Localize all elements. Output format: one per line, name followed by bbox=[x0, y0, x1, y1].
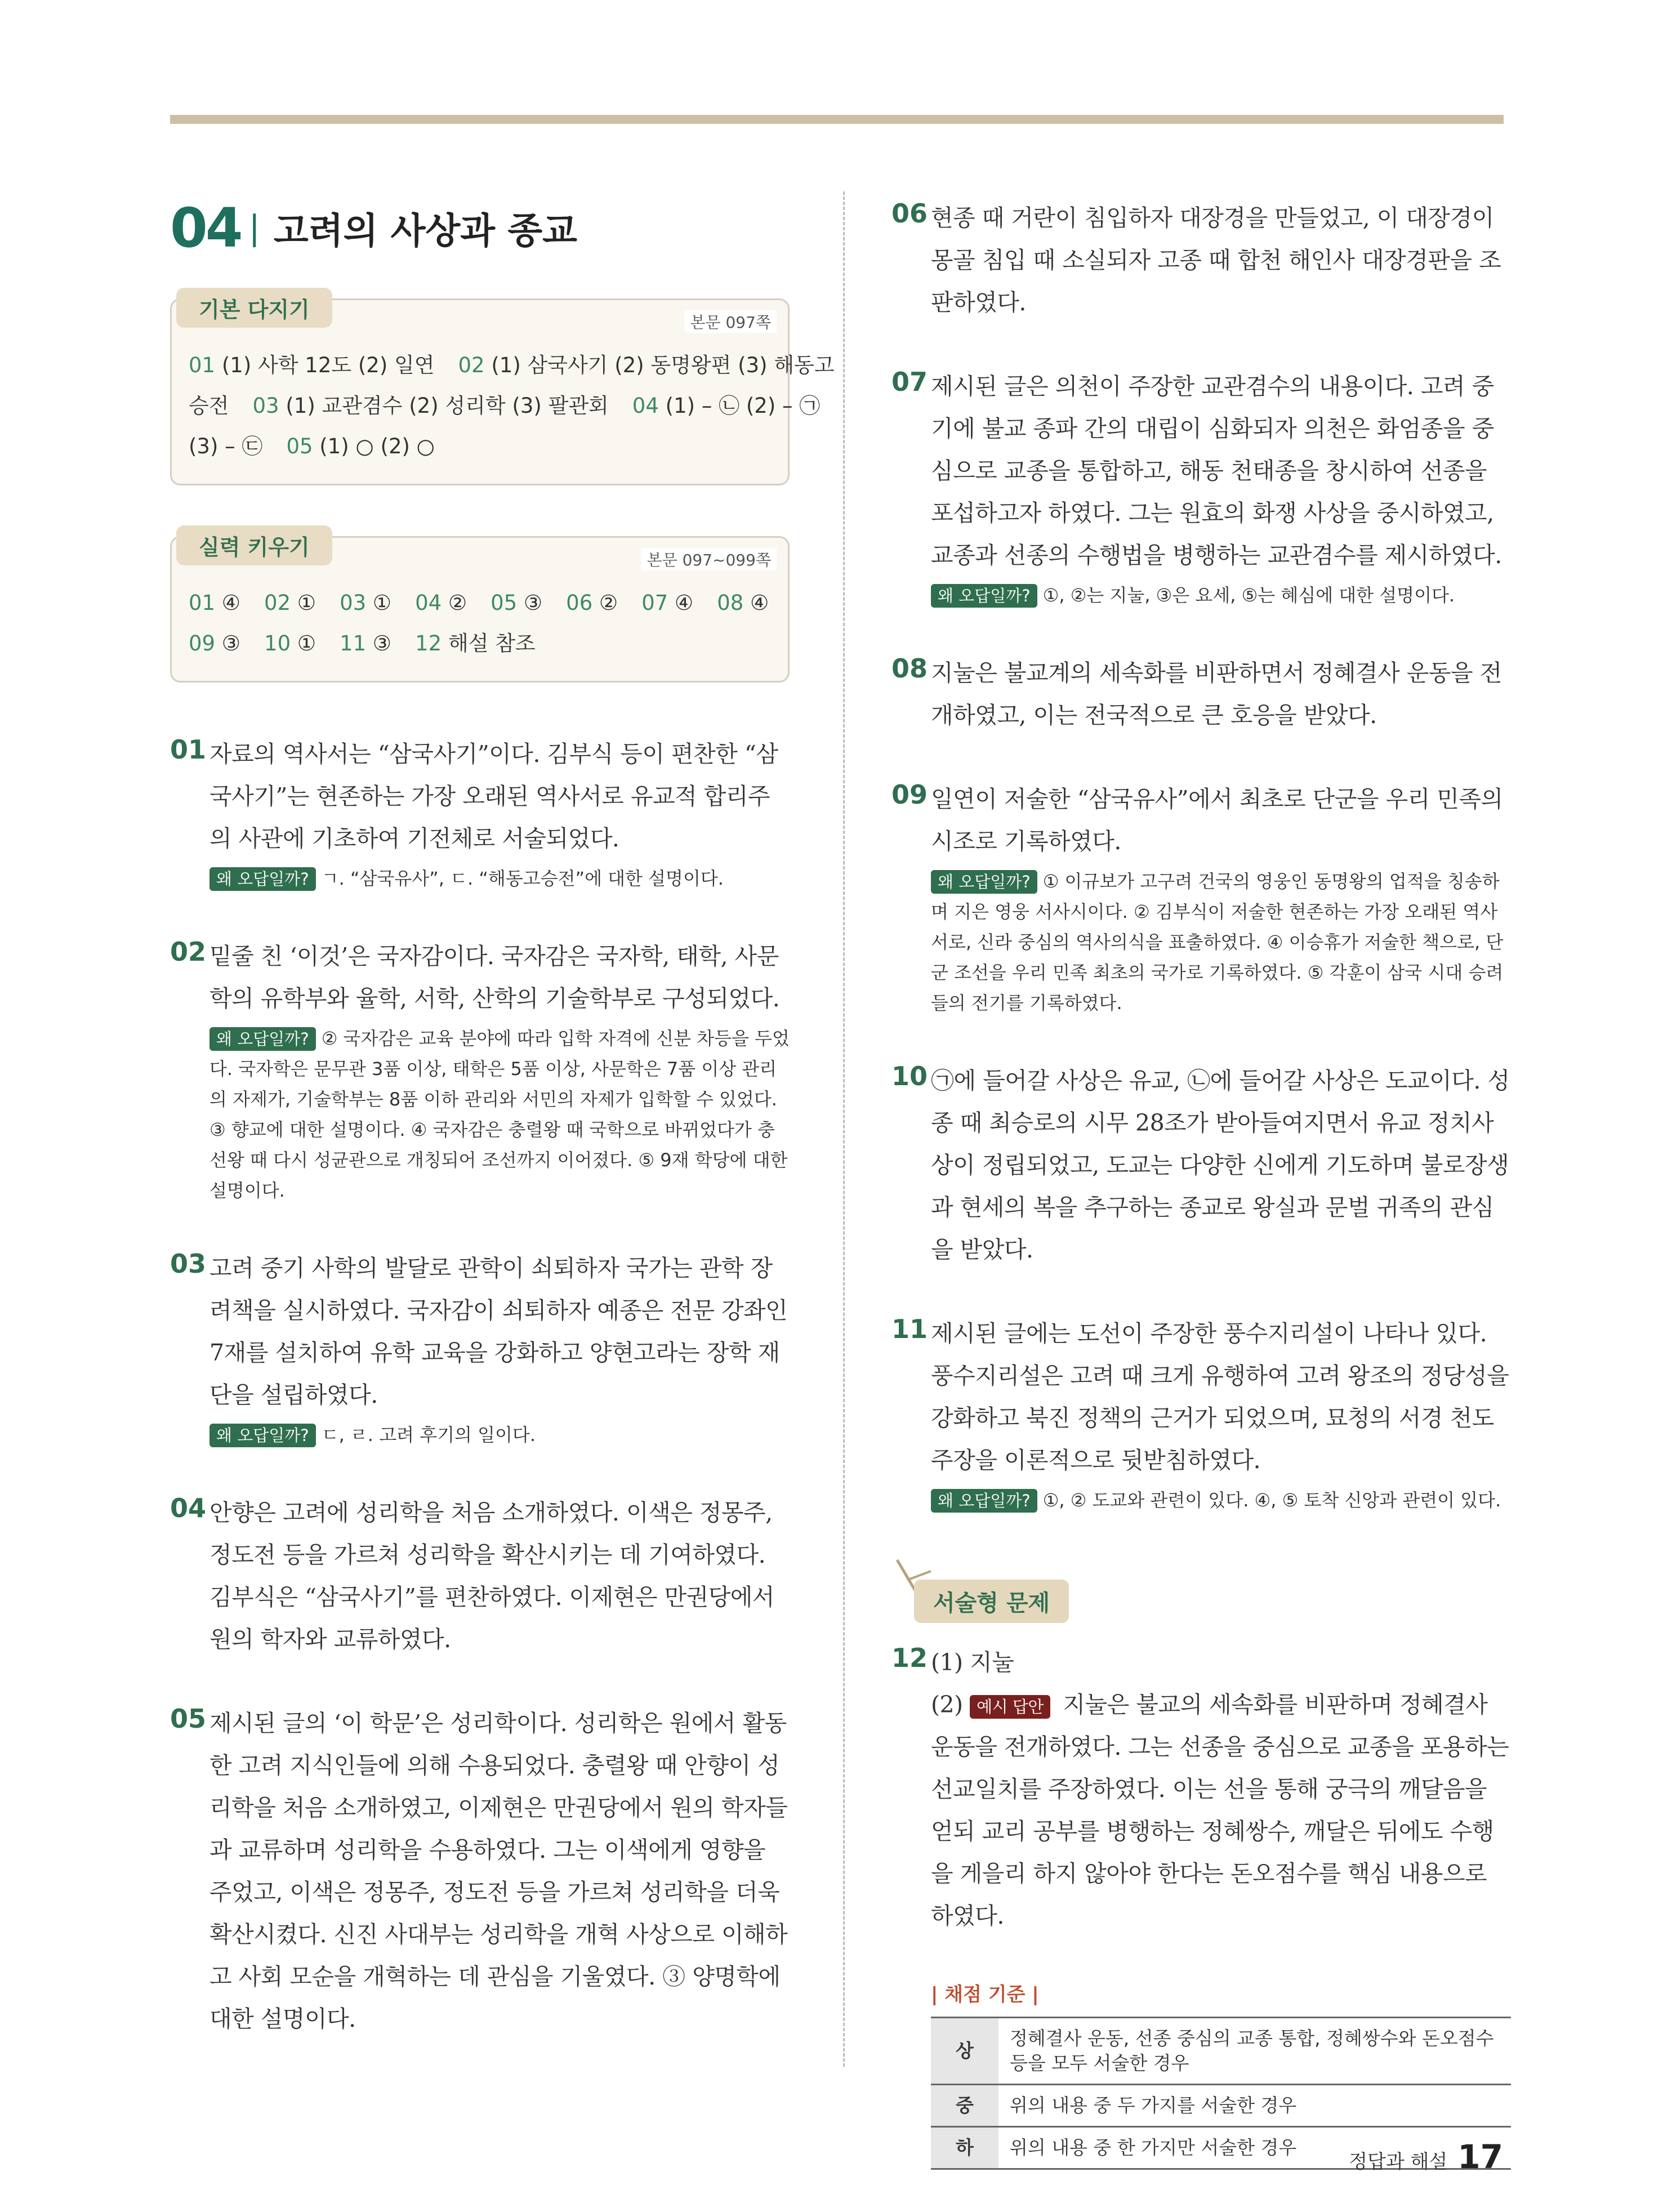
question-explanation: 자료의 역사서는 “삼국사기”이다. 김부식 등이 편찬한 “삼국사기”는 현존하는 가장 오래된 역사서로 유교적 합리주의 사관에 기초하여 기전체로 서술되었다. bbox=[209, 741, 778, 852]
example-answer-badge: 예시 답안 bbox=[970, 1695, 1050, 1719]
section-header bbox=[170, 197, 790, 259]
question-item bbox=[170, 733, 790, 894]
question-number: 05 bbox=[170, 1703, 207, 1734]
answer-value: (1) 교관겸수 (2) 성리학 (3) 팔관회 bbox=[279, 394, 609, 418]
practice-answer-item bbox=[264, 631, 316, 655]
wrong-answer-badge: 왜 오답일까? bbox=[209, 867, 316, 891]
practice-answer-item bbox=[641, 591, 693, 615]
answer-value: (3) – ㉢ bbox=[189, 434, 263, 458]
answer-value: ① bbox=[291, 591, 316, 615]
page-footer bbox=[1349, 2138, 1503, 2176]
question-explanation: 제시된 글에는 도선이 주장한 풍수지리설이 나타나 있다. 풍수지리설은 고려 때 크게 유행하여 고려 왕조의 정당성을 강화하고 북진 정책의 근거가 되었으며, 묘청의 서경 천도 주장을 이론적으로 뒷받침하였다. bbox=[931, 1320, 1509, 1474]
answer-value: ② bbox=[442, 591, 467, 615]
basic-answer-item bbox=[252, 394, 608, 418]
question-number: 06 bbox=[891, 198, 928, 229]
wrong-answer-note bbox=[931, 1485, 1511, 1515]
question-number: 08 bbox=[891, 653, 928, 684]
criteria-grade: 하 bbox=[931, 2127, 998, 2169]
wrong-answer-note bbox=[931, 580, 1511, 610]
question-explanation: 안향은 고려에 성리학을 처음 소개하였다. 이색은 정몽주, 정도전 등을 가르쳐 성리학을 확산시키는 데 기여하였다. 김부식은 “삼국사기”를 편찬하였다. 이제현은 만권당에서 원의 학자와 교류하였다. bbox=[209, 1499, 775, 1653]
left-question-list bbox=[170, 733, 790, 2040]
question-explanation: 제시된 글은 의천이 주장한 교관겸수의 내용이다. 고려 중기에 불교 종파 간의 대립이 심화되자 의천은 화엄종을 중심으로 교종을 통합하고, 해동 천태종을 창시하여 선종을 포섭하고자 하였다. 그는 원효의 화쟁 사상을 중시하였고, 교종과 선종의 수행법을 병행하는 교관겸수를 제시하였다. bbox=[931, 373, 1502, 569]
wrong-answer-badge: 왜 오답일까? bbox=[931, 584, 1037, 608]
question-item bbox=[891, 778, 1511, 1018]
practice-answer-item bbox=[415, 591, 467, 615]
question-number: 03 bbox=[170, 1248, 207, 1279]
question-item bbox=[891, 1313, 1511, 1515]
answer-value: 승전 bbox=[189, 394, 229, 418]
practice-answer-line bbox=[189, 623, 771, 664]
question-number: 10 bbox=[891, 1061, 928, 1091]
practice-answer-lines bbox=[189, 583, 771, 664]
wrong-answer-note bbox=[209, 1420, 790, 1450]
question-explanation: ㉠에 들어갈 사상은 유교, ㉡에 들어갈 사상은 도교이다. 성종 때 최승로의 시무 28조가 받아들여지면서 유교 정치사상이 정립되었고, 도교는 다양한 신에게 기도하며 불로장생과 현세의 복을 추구하는 종교로 왕실과 문벌 귀족의 관심을 받았다. bbox=[931, 1067, 1510, 1263]
essay-part2-text: 지눌은 불교의 세속화를 비판하며 정혜결사 운동을 전개하였다. 그는 선종을 중심으로 교종을 포용하는 선교일치를 주장하였다. 이는 선을 통해 궁극의 깨달음을 얻되 교리 공부를 병행하는 정혜쌍수, 깨달은 뒤에도 수행을 게을리 하지 않아야 한다는 돈오점수를 핵심 내용으로 하였다. bbox=[931, 1691, 1509, 1929]
practice-answer-item bbox=[264, 591, 316, 615]
practice-answer-line bbox=[189, 583, 771, 623]
practice-answer-item bbox=[189, 591, 240, 615]
wrong-answer-text: ①, ② 도교와 관련이 있다. ④, ⑤ 토착 신앙과 관련이 있다. bbox=[1042, 1489, 1501, 1511]
wrong-answer-text: ㄷ, ㄹ. 고려 후기의 일이다. bbox=[321, 1424, 536, 1446]
answer-number: 04 bbox=[415, 591, 442, 615]
basic-answer-line bbox=[189, 426, 771, 467]
answer-value: ③ bbox=[517, 591, 543, 615]
question-item bbox=[891, 365, 1511, 610]
question-item bbox=[891, 1060, 1511, 1271]
question-number: 11 bbox=[891, 1314, 928, 1344]
answer-value: ① bbox=[366, 591, 392, 615]
answer-value: (1) 사학 12도 (2) 일연 bbox=[215, 353, 435, 377]
practice-box-page-ref: 본문 097~099쪽 bbox=[641, 548, 777, 570]
question-number: 12 bbox=[891, 1643, 928, 1673]
question-explanation: 현종 때 거란이 침입하자 대장경을 만들었고, 이 대장경이 몽골 침입 때 소실되자 고종 때 합천 해인사 대장경판을 조판하였다. bbox=[931, 204, 1501, 316]
answer-number: 08 bbox=[717, 591, 744, 615]
answer-number: 03 bbox=[340, 591, 367, 615]
wrong-answer-badge: 왜 오답일까? bbox=[931, 1489, 1037, 1513]
basic-answer-box bbox=[170, 297, 835, 485]
criteria-row bbox=[931, 2018, 1511, 2085]
question-explanation: 밑줄 친 ‘이것’은 국자감이다. 국자감은 국자학, 태학, 사문학의 유학부와 율학, 서학, 산학의 기술학부로 구성되었다. bbox=[209, 943, 780, 1012]
section-title: 고려의 사상과 종교 bbox=[273, 211, 577, 252]
answer-value: ③ bbox=[215, 631, 241, 655]
answer-number: 01 bbox=[189, 591, 216, 615]
answer-value: (1) – ㉡ (2) – ㉠ bbox=[658, 394, 821, 418]
essay-part2-prefix: (2) bbox=[931, 1691, 963, 1718]
footer-label: 정답과 해설 bbox=[1349, 2151, 1448, 2173]
criteria-desc: 위의 내용 중 한 가지만 서술한 경우 bbox=[998, 2127, 1511, 2169]
wrong-answer-badge: 왜 오답일까? bbox=[209, 1027, 316, 1051]
question-item bbox=[891, 197, 1511, 324]
right-column bbox=[891, 197, 1511, 2170]
basic-answer-item bbox=[189, 394, 229, 418]
question-number: 01 bbox=[170, 734, 207, 765]
section-separator: | bbox=[248, 208, 260, 248]
answer-value: ③ bbox=[366, 631, 392, 655]
answer-value: ④ bbox=[743, 591, 769, 615]
basic-box-tab: 기본 다지기 bbox=[176, 288, 332, 328]
question-item bbox=[170, 1492, 790, 1661]
answer-number: 11 bbox=[340, 631, 367, 655]
essay-part2 bbox=[931, 1684, 1511, 1937]
answer-value: ④ bbox=[215, 591, 241, 615]
answer-number: 05 bbox=[491, 591, 518, 615]
practice-answer-item bbox=[717, 591, 769, 615]
wrong-answer-text: ① 이규보가 고구려 건국의 영웅인 동명왕의 업적을 칭송하며 지은 영웅 서사시이다. ② 김부식이 저술한 현존하는 가장 오래된 역사서로, 신라 중심의 역사의식을 표출하였다. ④ 이승휴가 저술한 책으로, 단군 조선을 우리 민족 최초의 국가로 기록하였다. ⑤ 각훈이 삼국 시대 승려들의 전기를 기록하였다. bbox=[931, 871, 1504, 1014]
wrong-answer-badge: 왜 오답일까? bbox=[209, 1424, 316, 1447]
essay-question bbox=[891, 1642, 1511, 1937]
criteria-grade: 중 bbox=[931, 2085, 998, 2127]
question-explanation: 지눌은 불교계의 세속화를 비판하면서 정혜결사 운동을 전개하였고, 이는 전국적으로 큰 호응을 받았다. bbox=[931, 659, 1502, 729]
right-question-list bbox=[891, 197, 1511, 1515]
page-number: 17 bbox=[1457, 2138, 1503, 2176]
basic-answer-item bbox=[458, 353, 835, 377]
practice-answer-item bbox=[415, 631, 536, 655]
criteria-row bbox=[931, 2085, 1511, 2127]
practice-answer-box bbox=[170, 536, 790, 683]
practice-answer-item bbox=[340, 631, 391, 655]
practice-answer-item bbox=[491, 591, 542, 615]
basic-box-page-ref: 본문 097쪽 bbox=[685, 310, 777, 333]
question-item bbox=[170, 1247, 790, 1450]
wrong-answer-note bbox=[209, 863, 790, 894]
section-number: 04 bbox=[170, 197, 241, 260]
essay-part1: (1) 지눌 bbox=[931, 1649, 1014, 1676]
practice-answer-item bbox=[189, 631, 240, 655]
practice-box-tab: 실력 키우기 bbox=[176, 525, 332, 565]
question-explanation: 제시된 글의 ‘이 학문’은 성리학이다. 성리학은 원에서 활동한 고려 지식인들에 의해 수용되었다. 충렬왕 때 안향이 성리학을 처음 소개하였고, 이제현은 만권당에서 원의 학자들과 교류하며 성리학을 수용하였다. 그는 이색에게 영향을 주었고, 이색은 정몽주, 정도전 등을 가르쳐 성리학을 더욱 확산시켰다. 신진 사대부는 성리학을 개혁 사상으로 이해하고 사회 모순을 개혁하는 데 관심을 기울였다. ③ 양명학에 대한 설명이다. bbox=[209, 1710, 788, 2032]
answer-number: 05 bbox=[286, 434, 313, 458]
answer-value: ② bbox=[592, 591, 618, 615]
answer-number: 03 bbox=[252, 394, 279, 418]
left-column bbox=[170, 197, 835, 2082]
answer-value: 해설 참조 bbox=[442, 631, 536, 655]
criteria-grade: 상 bbox=[931, 2018, 998, 2085]
answer-number: 01 bbox=[189, 353, 216, 377]
answer-number: 02 bbox=[458, 353, 485, 377]
answer-number: 06 bbox=[566, 591, 593, 615]
wrong-answer-text: ㄱ. “삼국유사”, ㄷ. “해동고승전”에 대한 설명이다. bbox=[321, 868, 724, 889]
question-explanation: 일연이 저술한 “삼국유사”에서 최초로 단군을 우리 민족의 시조로 기록하였다. bbox=[931, 786, 1503, 855]
wrong-answer-text: ② 국자감은 교육 분야에 따라 입학 자격에 신분 차등을 두었다. 국자학은 문무관 3품 이상, 태학은 5품 이상, 사문학은 7품 이상 관리의 자제가, 기술학부는 8품 이하 관리와 서민의 자제가 입학할 수 있었다. ③ 향교에 대한 설명이다. ④ 국자감은 충렬왕 때 국학으로 바뀌었다가 충선왕 때 다시 성균관으로 개칭되어 조선까지 이어졌다. ⑤ 9재 학당에 대한 설명이다. bbox=[209, 1028, 790, 1201]
question-item bbox=[170, 1702, 790, 2040]
basic-answer-item bbox=[632, 394, 820, 418]
answer-number: 12 bbox=[415, 631, 442, 655]
essay-banner-label: 서술형 문제 bbox=[914, 1580, 1069, 1623]
practice-answer-item bbox=[566, 591, 618, 615]
answer-number: 10 bbox=[264, 631, 291, 655]
column-divider bbox=[843, 191, 845, 2067]
answer-number: 09 bbox=[189, 631, 216, 655]
question-item bbox=[891, 652, 1511, 737]
basic-answer-lines bbox=[189, 345, 835, 467]
practice-answer-item bbox=[340, 591, 391, 615]
wrong-answer-note bbox=[209, 1023, 790, 1206]
answer-number: 07 bbox=[641, 591, 668, 615]
answer-number: 02 bbox=[264, 591, 291, 615]
answer-number: 04 bbox=[632, 394, 659, 418]
basic-answer-line bbox=[189, 386, 821, 426]
answer-value: (1) 삼국사기 (2) 동명왕편 (3) 해동고 bbox=[484, 353, 835, 377]
question-number: 09 bbox=[891, 779, 928, 810]
basic-answer-item bbox=[286, 434, 435, 458]
question-explanation: 고려 중기 사학의 발달로 관학이 쇠퇴하자 국가는 관학 장려책을 실시하였다. 국자감이 쇠퇴하자 예종은 전문 강좌인 7재를 설치하여 유학 교육을 강화하고 양현고라는 장학 재단을 설립하였다. bbox=[209, 1255, 788, 1408]
question-number: 07 bbox=[891, 367, 928, 397]
answer-value: ④ bbox=[668, 591, 694, 615]
question-item bbox=[170, 935, 790, 1206]
wrong-answer-note bbox=[931, 866, 1511, 1018]
basic-answer-item bbox=[189, 434, 262, 458]
question-number: 04 bbox=[170, 1493, 207, 1523]
answer-value: ① bbox=[291, 631, 316, 655]
wrong-answer-badge: 왜 오답일까? bbox=[931, 870, 1037, 894]
question-number: 02 bbox=[170, 936, 207, 967]
basic-answer-item bbox=[189, 353, 435, 377]
criteria-desc: 정혜결사 운동, 선종 중심의 교종 통합, 정혜쌍수와 돈오점수 등을 모두 서술한 경우 bbox=[998, 2018, 1511, 2085]
essay-banner bbox=[891, 1557, 1511, 1619]
answer-value: (1) ○ (2) ○ bbox=[313, 434, 435, 458]
basic-answer-line bbox=[189, 345, 835, 386]
wrong-answer-text: ①, ②는 지눌, ③은 요세, ⑤는 혜심에 대한 설명이다. bbox=[1042, 585, 1455, 606]
top-decorative-bar bbox=[170, 115, 1504, 124]
criteria-title: | 채점 기준 | bbox=[931, 1983, 1039, 2006]
criteria-desc: 위의 내용 중 두 가지를 서술한 경우 bbox=[998, 2085, 1511, 2127]
